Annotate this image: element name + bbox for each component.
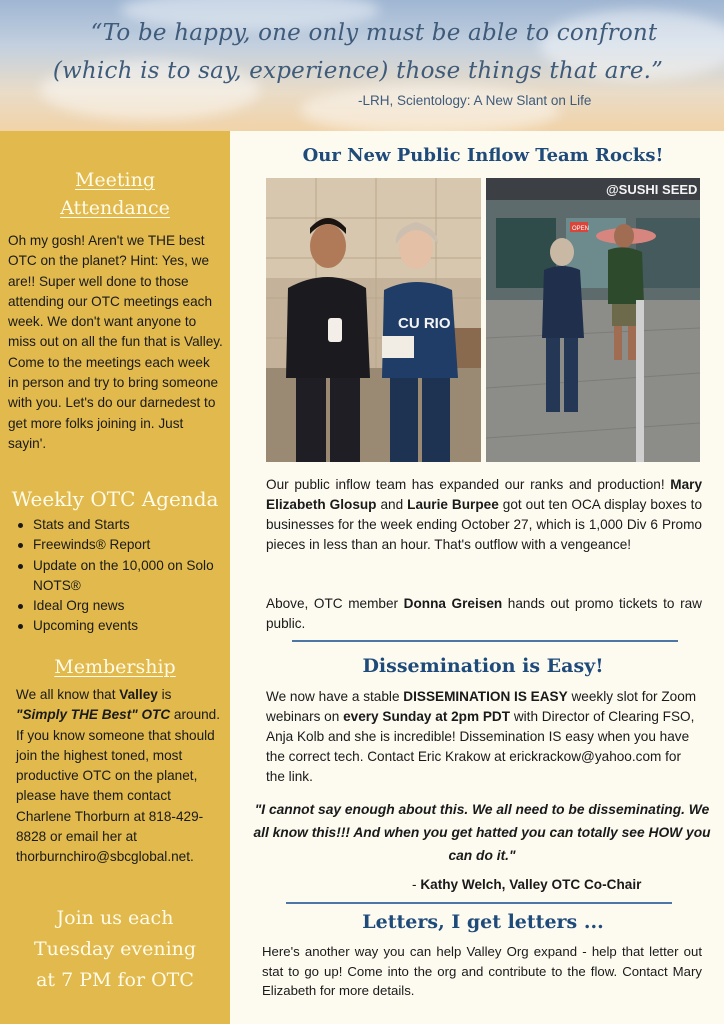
letters-heading: Letters, I get letters ...: [362, 911, 604, 933]
dissemination-heading: Dissemination is Easy!: [362, 655, 604, 677]
meeting-attendance-heading: Meeting Attendance: [60, 169, 170, 219]
photo-public-inflow-team: [486, 178, 700, 462]
name-mary-elizabeth: Mary Elizabeth Glosup: [266, 477, 702, 512]
dissemination-paragraph: We now have a stable DISSEMINATION IS EASY weekly slot for Zoom webinars on every Sunday at 2pm PDT with Director of Clearing FSO, Anja Kolb and she is incredible! Dissemination IS easy when you have the correct tech. Contact Eric Krakow at erickrackow@yahoo.com for the link.: [266, 689, 697, 784]
section-divider: [292, 640, 678, 642]
agenda-item: Ideal Org news: [14, 596, 224, 616]
section-divider: [286, 902, 672, 904]
inflow-paragraph-1: Our public inflow team has expanded our ranks and production! Mary Elizabeth Glosup and Laurie Burpee got out ten OCA display boxes to businesses for the week ending October 27, which is 1,000 Div 6 Promo pieces in less than an hour. That's outflow with a vengeance!: [266, 477, 702, 552]
shirt-text: CU RIO: [398, 315, 451, 332]
quote-attribution: - Kathy Welch, Valley OTC Co-Chair: [412, 877, 642, 892]
sidebar: [0, 131, 230, 1024]
inflow-paragraph-2: Above, OTC member Donna Greisen hands out promo tickets to raw public.: [266, 596, 702, 631]
open-sign: OPEN: [572, 226, 590, 232]
agenda-list: [14, 515, 224, 637]
banner-attribution: -LRH, Scientology: A New Slant on Life: [358, 93, 592, 108]
letters-paragraph: Here's another way you can help Valley Org expand - help that letter out stat to go up! Come into the org and contribute to the flow. Contact Mary Elizabeth for more details.: [262, 944, 702, 998]
banner-quote-line-1: “To be happy, one only must be able to confront: [90, 20, 658, 46]
quote-banner: [0, 0, 724, 131]
join-us-callout: Join us each Tuesday evening at 7 PM for OTC: [33, 907, 197, 991]
membership-text: We all know that Valley is "Simply THE Best" OTC around. If you know someone that should join the highest toned, most productive OTC on the planet, please have them contact Charlene Thorburn at 818-429-8828 or email her at thorburnchiro@sbcglobal.net.: [16, 687, 221, 865]
inflow-heading: Our New Public Inflow Team Rocks!: [302, 145, 664, 166]
name-donna-greisen: Donna Greisen: [403, 596, 503, 611]
simply-the-best: "Simply THE Best" OTC: [16, 707, 171, 723]
kathy-welch-quote: "I cannot say enough about this. We all need to be disseminating. We all know this!!! And when you get hatted you can totally see HOW you can do it.": [253, 802, 711, 863]
agenda-item: Stats and Starts: [14, 515, 224, 535]
agenda-item: Freewinds® Report: [14, 535, 224, 555]
membership-heading: Membership: [54, 656, 176, 678]
banner-quote-line-2: (which is to say, experience) those things that are.”: [52, 58, 664, 84]
name-laurie-burpee: Laurie Burpee: [407, 497, 499, 512]
valley-bold: Valley: [119, 687, 158, 702]
agenda-item: Upcoming events: [14, 616, 224, 636]
weekly-agenda-heading: Weekly OTC Agenda: [11, 487, 219, 511]
photo-donna-greisen: [266, 178, 481, 462]
agenda-item: Update on the 10,000 on Solo NOTS®: [14, 556, 224, 597]
storefront-sign: @SUSHI SEED: [606, 182, 698, 197]
meeting-attendance-text: Oh my gosh! Aren't we THE best OTC on the planet? Hint: Yes, we are!! Super well done to those attending our OTC meetings each week. We don't want anyone to miss out on all the fun that is Valley. Come to the meetings each week in person and try to bring someone with you. Let's do our darnedest to get more folks joining in. Just sayin'.: [8, 233, 223, 451]
